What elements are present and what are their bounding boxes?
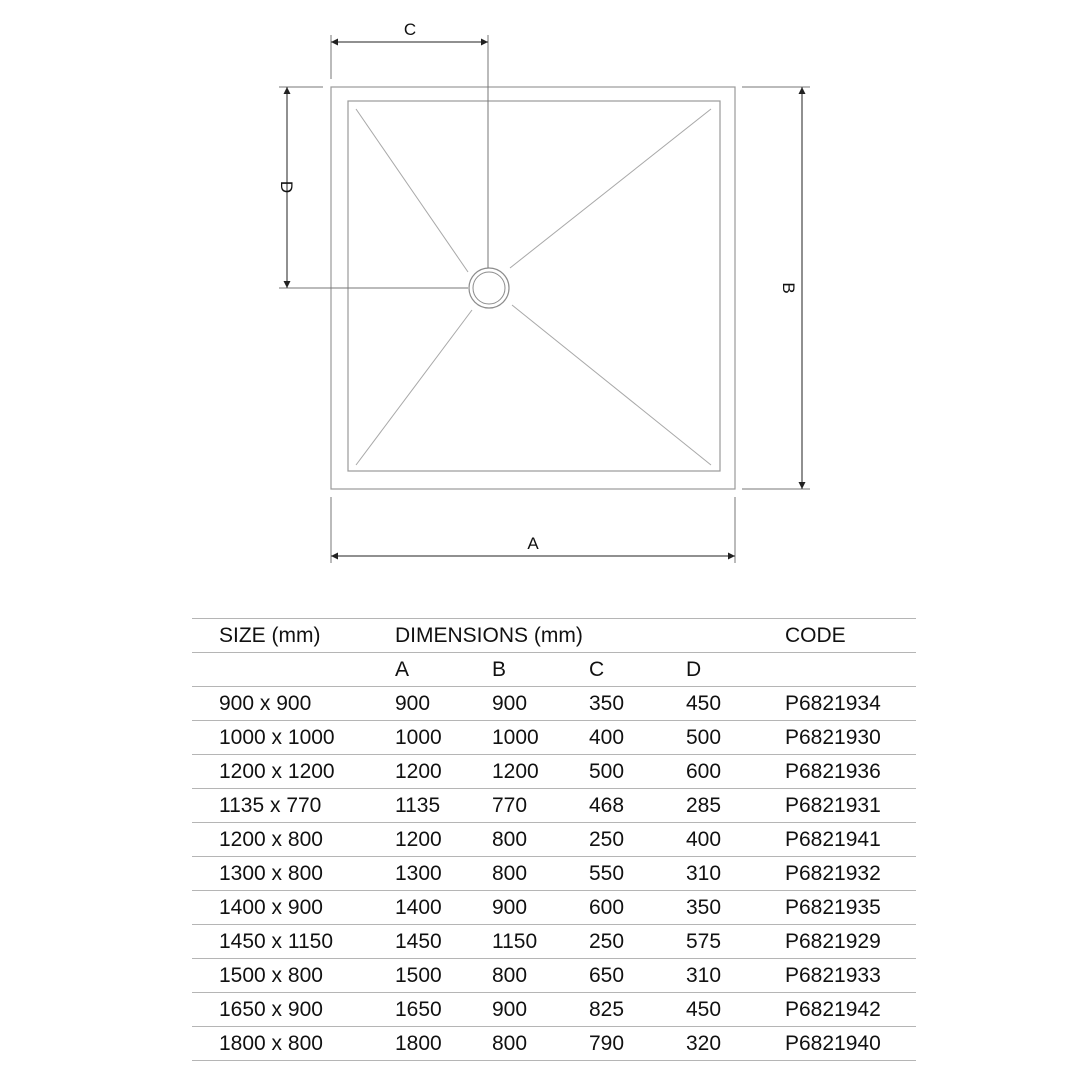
- table-row: [192, 823, 916, 857]
- cell-code: P6821941: [785, 823, 916, 857]
- cell-size: 1450 x 1150: [192, 925, 395, 959]
- dimension-label-a: A: [527, 534, 539, 553]
- cell-a: 1450: [395, 925, 492, 959]
- cell-d: 500: [686, 721, 785, 755]
- subheader-d: D: [686, 653, 785, 687]
- cell-c: 825: [589, 993, 686, 1027]
- table-header-row: [192, 619, 916, 653]
- table-row: [192, 755, 916, 789]
- cell-c: 400: [589, 721, 686, 755]
- cell-a: 1650: [395, 993, 492, 1027]
- table-row: [192, 789, 916, 823]
- cell-code: P6821931: [785, 789, 916, 823]
- fall-line-bottom-right: [512, 305, 711, 465]
- cell-b: 1150: [492, 925, 589, 959]
- tray-inner-edge: [348, 101, 720, 471]
- cell-code: P6821935: [785, 891, 916, 925]
- cell-code: P6821936: [785, 755, 916, 789]
- cell-d: 450: [686, 993, 785, 1027]
- cell-a: 1000: [395, 721, 492, 755]
- cell-d: 600: [686, 755, 785, 789]
- cell-code: P6821932: [785, 857, 916, 891]
- cell-b: 800: [492, 959, 589, 993]
- cell-size: 1000 x 1000: [192, 721, 395, 755]
- cell-b: 900: [492, 687, 589, 721]
- header-dimensions: DIMENSIONS (mm): [395, 619, 785, 653]
- cell-code: P6821940: [785, 1027, 916, 1061]
- table-row: [192, 959, 916, 993]
- cell-c: 500: [589, 755, 686, 789]
- cell-a: 1500: [395, 959, 492, 993]
- table-subheader-row: [192, 653, 916, 687]
- cell-d: 450: [686, 687, 785, 721]
- cell-size: 1650 x 900: [192, 993, 395, 1027]
- fall-line-top-left: [356, 109, 468, 272]
- table-row: [192, 1027, 916, 1061]
- cell-d: 400: [686, 823, 785, 857]
- cell-size: 1400 x 900: [192, 891, 395, 925]
- cell-code: P6821929: [785, 925, 916, 959]
- cell-b: 1000: [492, 721, 589, 755]
- cell-c: 468: [589, 789, 686, 823]
- cell-code: P6821930: [785, 721, 916, 755]
- fall-lines: [356, 109, 711, 465]
- subheader-a: A: [395, 653, 492, 687]
- drain-inner-ring: [473, 272, 505, 304]
- cell-size: 1800 x 800: [192, 1027, 395, 1061]
- table-row: [192, 925, 916, 959]
- fall-line-bottom-left: [356, 310, 472, 465]
- drain-outer-ring: [469, 268, 509, 308]
- subheader-b: B: [492, 653, 589, 687]
- cell-b: 900: [492, 993, 589, 1027]
- table-row: [192, 993, 916, 1027]
- cell-code: P6821933: [785, 959, 916, 993]
- cell-a: 1135: [395, 789, 492, 823]
- cell-c: 790: [589, 1027, 686, 1061]
- header-size: SIZE (mm): [192, 619, 395, 653]
- cell-c: 350: [589, 687, 686, 721]
- cell-c: 250: [589, 925, 686, 959]
- dimension-label-c: C: [403, 20, 417, 39]
- cell-b: 800: [492, 1027, 589, 1061]
- subheader-blank: [192, 653, 395, 687]
- cell-d: 575: [686, 925, 785, 959]
- cell-size: 1500 x 800: [192, 959, 395, 993]
- cell-c: 650: [589, 959, 686, 993]
- cell-d: 285: [686, 789, 785, 823]
- drain-waste: [469, 268, 509, 308]
- cell-d: 310: [686, 857, 785, 891]
- table-row: [192, 857, 916, 891]
- subheader-c: C: [589, 653, 686, 687]
- table-row: [192, 721, 916, 755]
- dimension-label-d: D: [277, 180, 296, 194]
- dimensions-table: [192, 618, 916, 1061]
- cell-a: 900: [395, 687, 492, 721]
- cell-b: 1200: [492, 755, 589, 789]
- table-row: [192, 687, 916, 721]
- table-row: [192, 891, 916, 925]
- cell-c: 250: [589, 823, 686, 857]
- cell-d: 350: [686, 891, 785, 925]
- subheader-code-blank: [785, 653, 916, 687]
- dimension-lines: [287, 42, 802, 556]
- extension-lines: [279, 35, 810, 563]
- cell-size: 1135 x 770: [192, 789, 395, 823]
- cell-a: 1400: [395, 891, 492, 925]
- cell-a: 1300: [395, 857, 492, 891]
- cell-b: 900: [492, 891, 589, 925]
- cell-a: 1800: [395, 1027, 492, 1061]
- cell-size: 1200 x 1200: [192, 755, 395, 789]
- header-code: CODE: [785, 619, 916, 653]
- dimension-label-b: B: [779, 282, 798, 294]
- cell-code: P6821942: [785, 993, 916, 1027]
- cell-d: 320: [686, 1027, 785, 1061]
- cell-size: 1200 x 800: [192, 823, 395, 857]
- cell-b: 800: [492, 823, 589, 857]
- cell-d: 310: [686, 959, 785, 993]
- fall-line-top-right: [510, 109, 711, 268]
- cell-code: P6821934: [785, 687, 916, 721]
- cell-a: 1200: [395, 823, 492, 857]
- cell-size: 900 x 900: [192, 687, 395, 721]
- cell-a: 1200: [395, 755, 492, 789]
- cell-size: 1300 x 800: [192, 857, 395, 891]
- table-body: [192, 687, 916, 1061]
- cell-c: 550: [589, 857, 686, 891]
- cell-b: 800: [492, 857, 589, 891]
- cell-c: 600: [589, 891, 686, 925]
- cell-b: 770: [492, 789, 589, 823]
